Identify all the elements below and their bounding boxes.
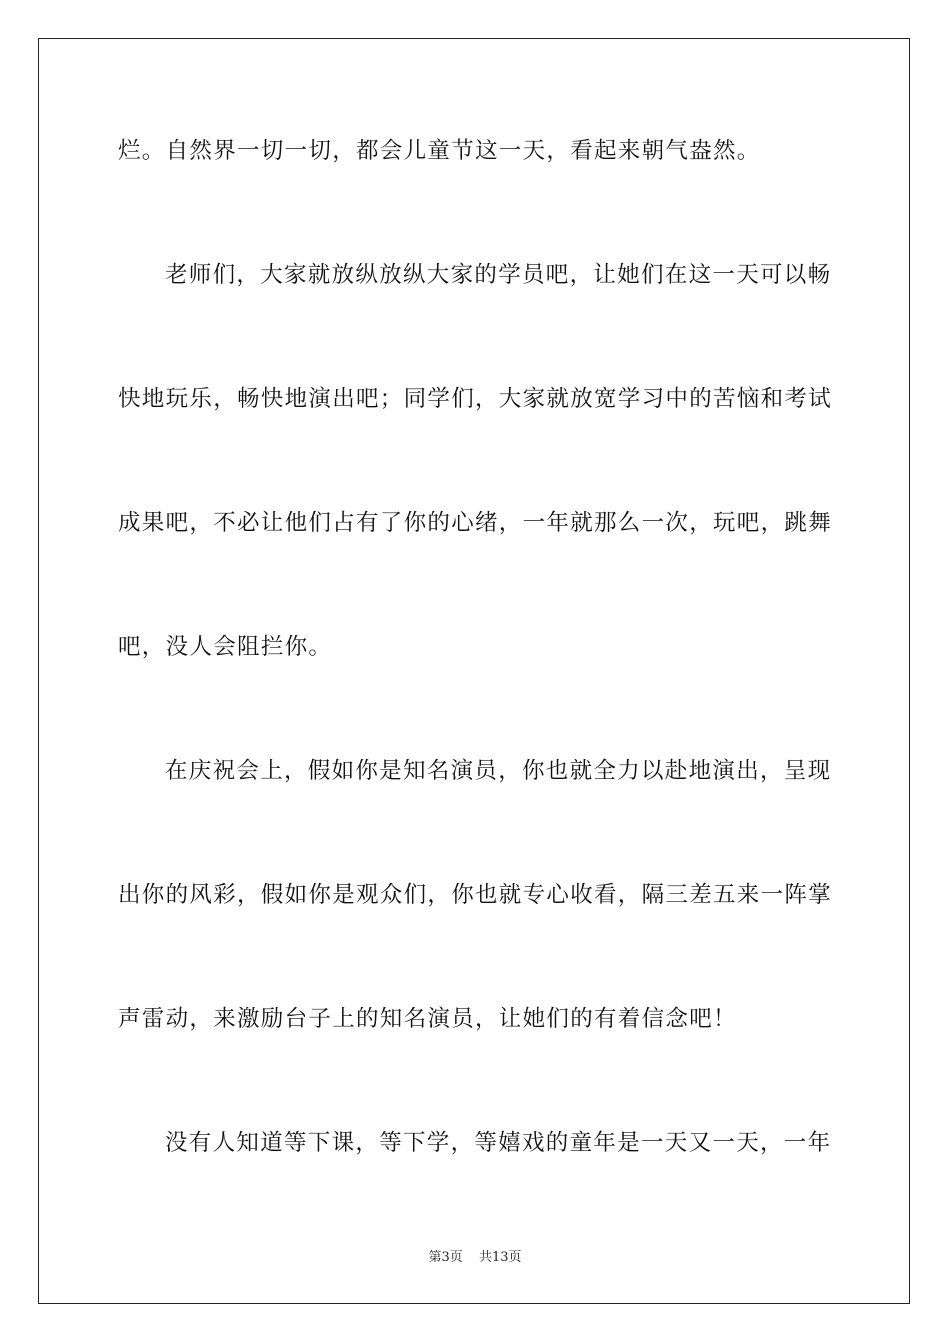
page-border — [38, 38, 910, 1304]
page-total: 共13页 — [478, 1250, 522, 1265]
text-line-1: 烂。自然界一切一切，都会儿童节这一天，看起来朝气盎然。 — [118, 138, 761, 164]
paragraph-3-line-1: 在庆祝会上，假如你是知名演员，你也就全力以赴地演出，呈现 — [165, 758, 832, 784]
paragraph-2-line-2: 快地玩乐，畅快地演出吧；同学们，大家就放宽学习中的苦恼和考试 — [118, 386, 833, 412]
page-number: 第3页 — [428, 1250, 463, 1265]
paragraph-3-line-2: 出你的风彩，假如你是观众们，你也就专心收看，隔三差五来一阵掌 — [118, 882, 833, 908]
page-footer — [0, 1246, 950, 1265]
paragraph-2-line-4: 吧，没人会阻拦你。 — [118, 634, 333, 660]
paragraph-2-line-3: 成果吧，不必让他们占有了你的心绪，一年就那么一次，玩吧，跳舞 — [118, 510, 833, 536]
paragraph-2-line-1: 老师们，大家就放纵放纵大家的学员吧，让她们在这一天可以畅 — [165, 262, 832, 288]
paragraph-4-line-1: 没有人知道等下课，等下学，等嬉戏的童年是一天又一天，一年 — [165, 1130, 832, 1156]
paragraph-3-line-3: 声雷动，来激励台子上的知名演员，让她们的有着信念吧！ — [118, 1006, 737, 1032]
